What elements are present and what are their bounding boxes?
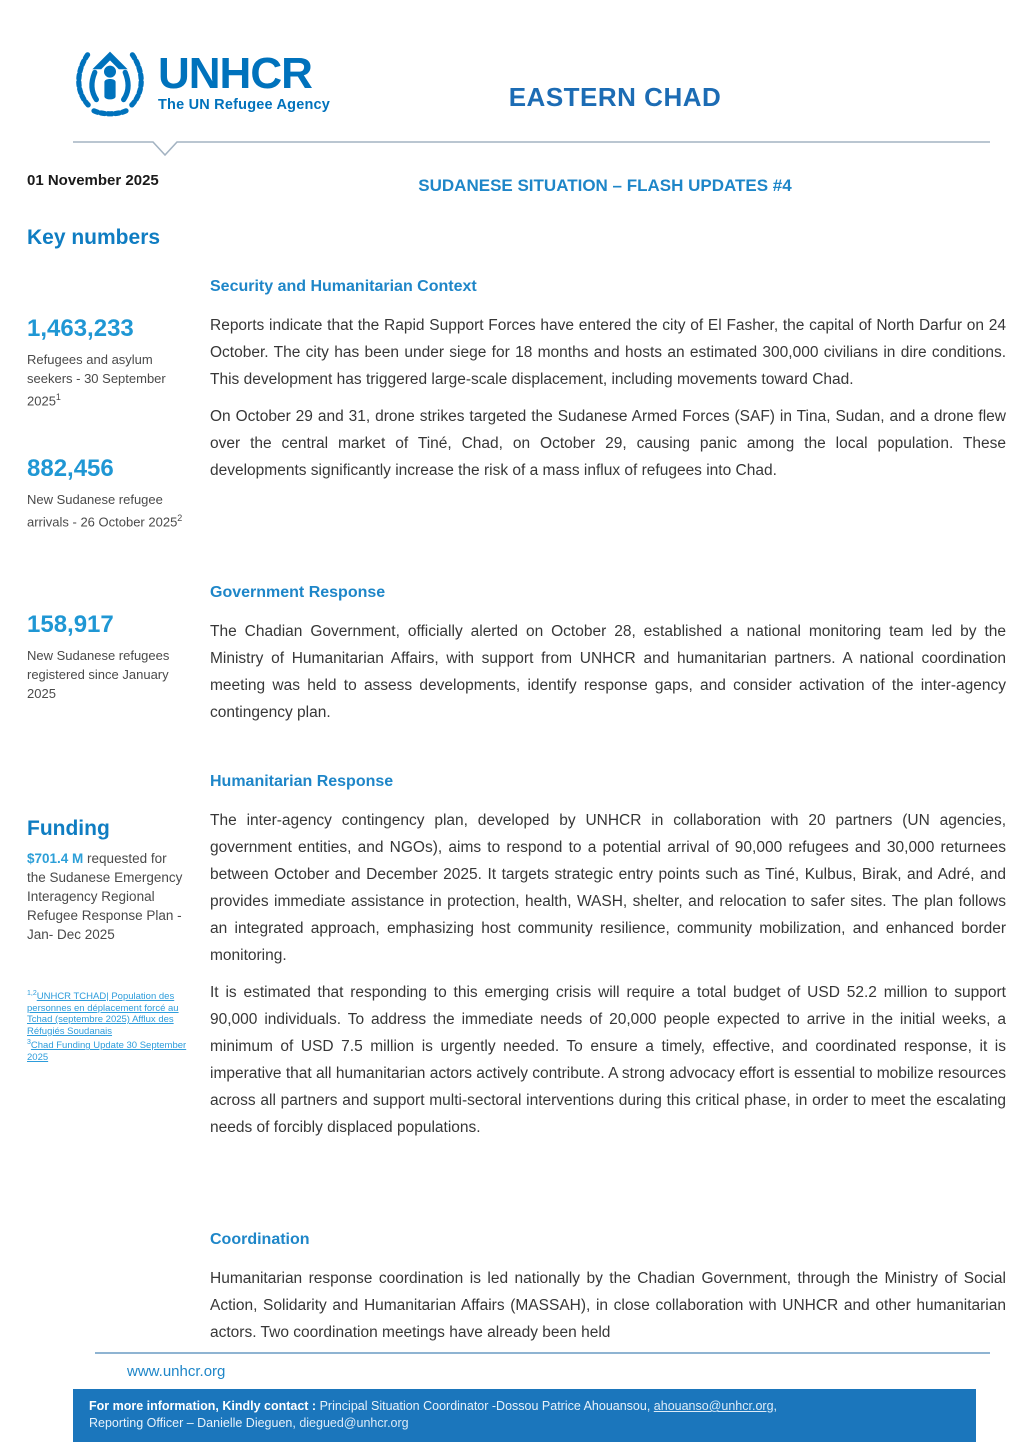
section-humanitarian-response	[210, 772, 1006, 1151]
contact-line-1	[89, 1398, 960, 1415]
contact-line1-end: ,	[773, 1399, 778, 1413]
key-numbers-title: Key numbers	[27, 226, 161, 249]
region-title: EASTERN CHAD	[508, 82, 722, 112]
doc-title: SUDANESE SITUATION – FLASH UPDATES #4	[418, 176, 792, 195]
stat-refugees-asylum-seekers	[27, 315, 185, 410]
stat-label-text: Refugees and asylum seekers - 30 September 2025	[27, 352, 166, 409]
coordinator-email-link[interactable]: ahouanso@unhcr.org	[653, 1399, 774, 1413]
header-divider	[73, 140, 991, 162]
section-heading: Government Response	[210, 584, 386, 601]
stat-value: 1,463,233	[27, 315, 134, 342]
stat-label	[27, 350, 185, 410]
section-coordination	[210, 1230, 1006, 1356]
body-paragraph: Humanitarian response coordination is led nationally by the Chadian Government, through the Ministry of Social Action, Solidarity and Humanitarian Affairs (MASSAH), in close collaboration with UNHCR and other humanitarian actors. Two coordination meetings have already been held	[210, 1270, 1006, 1341]
section-heading: Coordination	[210, 1231, 310, 1248]
body-paragraph: The inter-agency contingency plan, developed by UNHCR in collaboration with 20 partners (UN agencies, government entities, and NGOs), aims to respond to a potential arrival of 90,000 refugees and 30,000 returnees between October and December 2025. It targets strategic entry points such as Tiné, Kulbus, Birak, and Adré, and provides immediate assistance in protection, health, WASH, shelter, and relocation to safer sites. The plan follows an integrated approach, emphasizing host community resilience, community mobilization, and enhanced border monitoring.	[210, 812, 1006, 964]
contact-reporting-officer: Reporting Officer – Danielle Dieguen,	[89, 1416, 300, 1430]
funding-summary	[27, 849, 185, 944]
stat-label-text: New Sudanese refugees registered since January 2025	[27, 648, 170, 701]
body-paragraph: Reports indicate that the Rapid Support Forces have entered the city of El Fasher, the capital of North Darfur on 24 October. The city has been under siege for 18 months and hosts an estimated 300,000 civilians in dire conditions. This development has triggered large-scale displacement, including movements toward Chad.	[210, 317, 1006, 388]
stat-value: 158,917	[27, 611, 114, 638]
stat-label-text: New Sudanese refugee arrivals - 26 October 2025	[27, 492, 178, 530]
body-paragraph: The Chadian Government, officially alerted on October 28, established a national monitoring team led by the Ministry of Humanitarian Affairs, with support from UNHCR and humanitarian partners. A national coordination meeting was held to assess developments, identify response gaps, and consider activation of the inter-agency contingency plan.	[210, 623, 1006, 721]
contact-line-2	[89, 1415, 960, 1432]
section-heading: Humanitarian Response	[210, 773, 394, 790]
section-government-response	[210, 583, 1006, 736]
footnote-link-funding-update[interactable]: Chad Funding Update 30 September 2025	[27, 1040, 187, 1063]
section-heading: Security and Humanitarian Context	[210, 278, 477, 295]
footer-divider	[95, 1352, 990, 1354]
footnote-link-population[interactable]: UNHCR TCHAD| Population des personnes en déplacement forcé au Tchad (septembre 2025) Afflux des Réfugiés Soudanais	[27, 991, 179, 1037]
logo-text	[158, 48, 331, 113]
contact-banner	[73, 1389, 976, 1442]
stat-label	[27, 646, 185, 703]
stat-new-arrivals	[27, 455, 185, 531]
body-paragraph: On October 29 and 31, drone strikes targeted the Sudanese Armed Forces (SAF) in Tina, Sudan, and a drone flew over the central market of Tiné, Chad, on October 29, causing panic among the local population. These developments significantly increase the risk of a mass influx of refugees into Chad.	[210, 408, 1006, 479]
stat-footnote-marker: 2	[177, 513, 183, 523]
reporting-officer-email[interactable]: diegued@unhcr.org	[299, 1416, 409, 1430]
footnote-marker: 1,2	[27, 990, 37, 997]
contact-label: For more information, Kindly contact :	[89, 1399, 317, 1413]
report-date: 01 November 2025	[27, 172, 159, 189]
footnotes	[27, 988, 189, 1063]
unhcr-website-link[interactable]: www.unhcr.org	[127, 1363, 226, 1380]
funding-description: requested for the Sudanese Emergency Interagency Regional Refugee Response Plan - Jan- Dec 2025	[27, 851, 183, 942]
body-paragraph: It is estimated that responding to this emerging crisis will require a total budget of USD 52.2 million to support 90,000 individuals. To address the immediate needs of 20,000 people expected to arrive in the initial weeks, a minimum of USD 7.5 million is urgently needed. To ensure a timely, effective, and coordinated response, it is imperative that all humanitarian actors actively contribute. A strong advocacy effort is essential to mobilize resources across all partners and support multi-sectoral interventions during this critical phase, in order to meet the escalating needs of forcibly displaced populations.	[210, 984, 1006, 1136]
stat-label	[27, 490, 185, 531]
funding-amount: $701.4 M	[27, 851, 84, 866]
unhcr-logo	[70, 42, 330, 122]
stat-value: 882,456	[27, 455, 114, 482]
footnote-marker: 3	[27, 1039, 31, 1047]
funding-title: Funding	[27, 817, 110, 840]
contact-coordinator: Principal Situation Coordinator -Dossou Patrice Ahouansou,	[316, 1399, 654, 1413]
stat-registered-refugees	[27, 611, 185, 703]
unhcr-emblem-icon	[70, 42, 150, 122]
footnote-source-2	[27, 1037, 189, 1063]
section-security-context	[210, 277, 1006, 494]
logo-wordmark: UNHCR	[158, 48, 312, 98]
stat-footnote-marker: 1	[55, 392, 61, 402]
logo-tagline: The UN Refugee Agency	[158, 96, 331, 113]
footnote-source-1	[27, 988, 189, 1037]
